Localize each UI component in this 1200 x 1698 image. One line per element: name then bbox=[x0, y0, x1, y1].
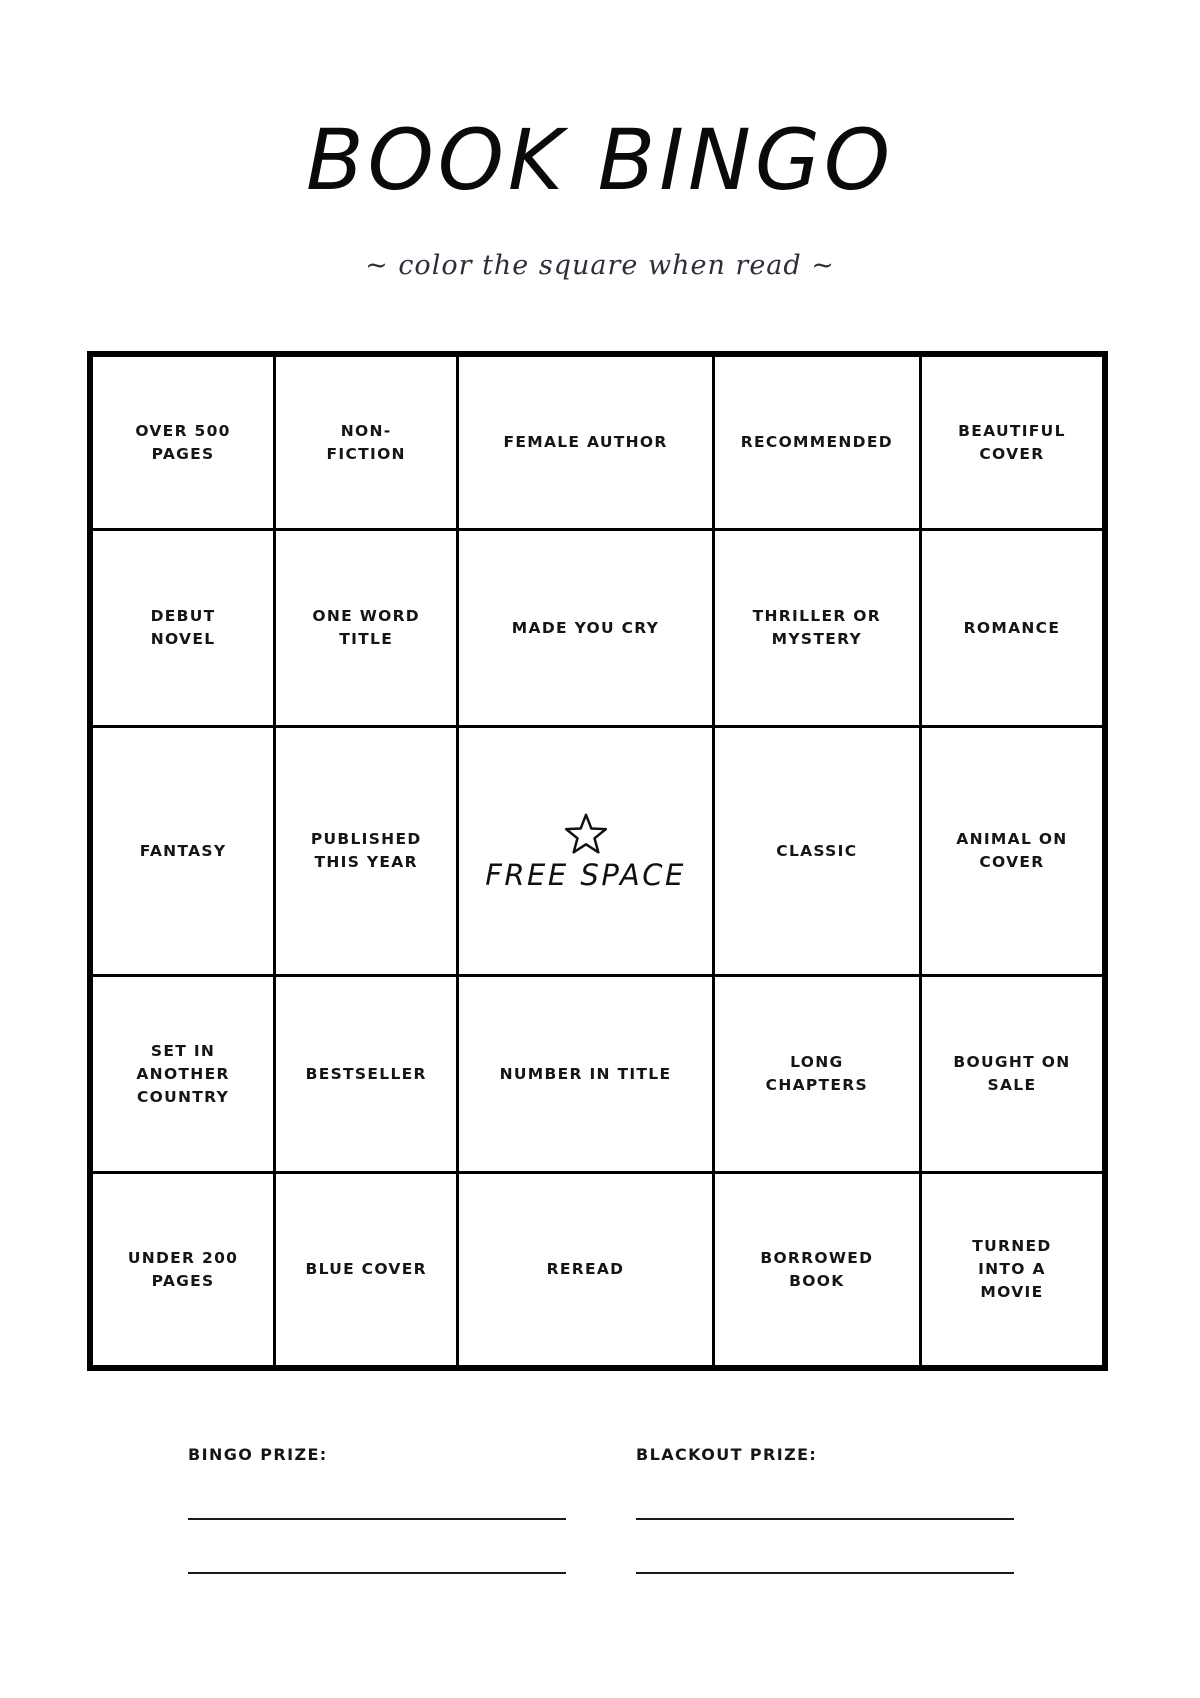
bingo-square[interactable] bbox=[922, 1174, 1102, 1365]
square-label: TURNED INTO A MOVIE bbox=[972, 1237, 1052, 1301]
bingo-square[interactable] bbox=[459, 531, 712, 725]
square-label: BEAUTIFUL COVER bbox=[958, 421, 1066, 463]
square-label: LONG CHAPTERS bbox=[765, 1053, 869, 1094]
free-space-square[interactable] bbox=[459, 728, 712, 974]
square-label: BORROWED BOOK bbox=[760, 1248, 874, 1290]
bingo-prize-write-line[interactable] bbox=[188, 1572, 566, 1574]
square-label: DEBUT NOVEL bbox=[150, 607, 216, 648]
square-label: BESTSELLER bbox=[305, 1064, 427, 1083]
bingo-square[interactable] bbox=[715, 1174, 919, 1365]
bingo-square[interactable] bbox=[922, 531, 1102, 725]
square-label: BOUGHT ON SALE bbox=[953, 1053, 1071, 1094]
square-label: PUBLISHED THIS YEAR bbox=[310, 830, 422, 871]
blackout-prize-write-line[interactable] bbox=[636, 1572, 1014, 1574]
bingo-square[interactable] bbox=[93, 1174, 273, 1365]
square-label: FEMALE AUTHOR bbox=[503, 433, 668, 451]
square-label: SET IN ANOTHER COUNTRY bbox=[136, 1041, 230, 1106]
bingo-square[interactable] bbox=[922, 977, 1102, 1171]
bingo-board bbox=[87, 351, 1108, 1371]
star-outline-icon bbox=[563, 811, 609, 857]
bingo-square[interactable] bbox=[93, 531, 273, 725]
bingo-square[interactable] bbox=[276, 728, 456, 974]
square-label: MADE YOU CRY bbox=[511, 618, 660, 637]
square-label: BLUE COVER bbox=[305, 1260, 427, 1278]
square-label: CLASSIC bbox=[776, 841, 858, 860]
bingo-square[interactable] bbox=[93, 977, 273, 1171]
bingo-square[interactable] bbox=[459, 357, 712, 528]
square-label: THRILLER OR MYSTERY bbox=[752, 607, 881, 648]
bingo-square[interactable] bbox=[276, 357, 456, 528]
square-label: ROMANCE bbox=[963, 618, 1061, 637]
bingo-square[interactable] bbox=[715, 977, 919, 1171]
square-label: REREAD bbox=[546, 1260, 625, 1278]
square-label: NUMBER IN TITLE bbox=[499, 1064, 672, 1083]
page-title: BOOK BINGO bbox=[305, 111, 895, 209]
square-label: OVER 500 PAGES bbox=[135, 421, 231, 463]
bingo-square[interactable] bbox=[276, 977, 456, 1171]
bingo-square[interactable] bbox=[93, 728, 273, 974]
bingo-square[interactable] bbox=[715, 531, 919, 725]
square-label: FANTASY bbox=[139, 841, 227, 860]
bingo-square[interactable] bbox=[459, 977, 712, 1171]
page-subtitle: ~ color the square when read ~ bbox=[365, 250, 835, 281]
bingo-square[interactable] bbox=[276, 1174, 456, 1365]
bingo-square[interactable] bbox=[922, 357, 1102, 528]
free-space-label: FREE SPACE bbox=[485, 857, 686, 892]
bingo-prize-label: BINGO PRIZE: bbox=[188, 1445, 328, 1464]
bingo-square[interactable] bbox=[715, 728, 919, 974]
square-label: RECOMMENDED bbox=[740, 433, 893, 451]
blackout-prize-section bbox=[636, 1447, 1016, 1465]
blackout-prize-write-line[interactable] bbox=[636, 1518, 1014, 1520]
bingo-prize-write-line[interactable] bbox=[188, 1518, 566, 1520]
bingo-square[interactable] bbox=[93, 357, 273, 528]
square-label: NON-FICTION bbox=[326, 421, 406, 463]
square-label: UNDER 200 PAGES bbox=[127, 1248, 239, 1290]
bingo-square[interactable] bbox=[715, 357, 919, 528]
blackout-prize-label: BLACKOUT PRIZE: bbox=[636, 1445, 818, 1464]
square-label: ONE WORD TITLE bbox=[312, 607, 420, 648]
bingo-square[interactable] bbox=[922, 728, 1102, 974]
bingo-square[interactable] bbox=[459, 1174, 712, 1365]
square-label: ANIMAL ON COVER bbox=[956, 830, 1068, 871]
bingo-prize-section bbox=[188, 1447, 568, 1465]
bingo-square[interactable] bbox=[276, 531, 456, 725]
